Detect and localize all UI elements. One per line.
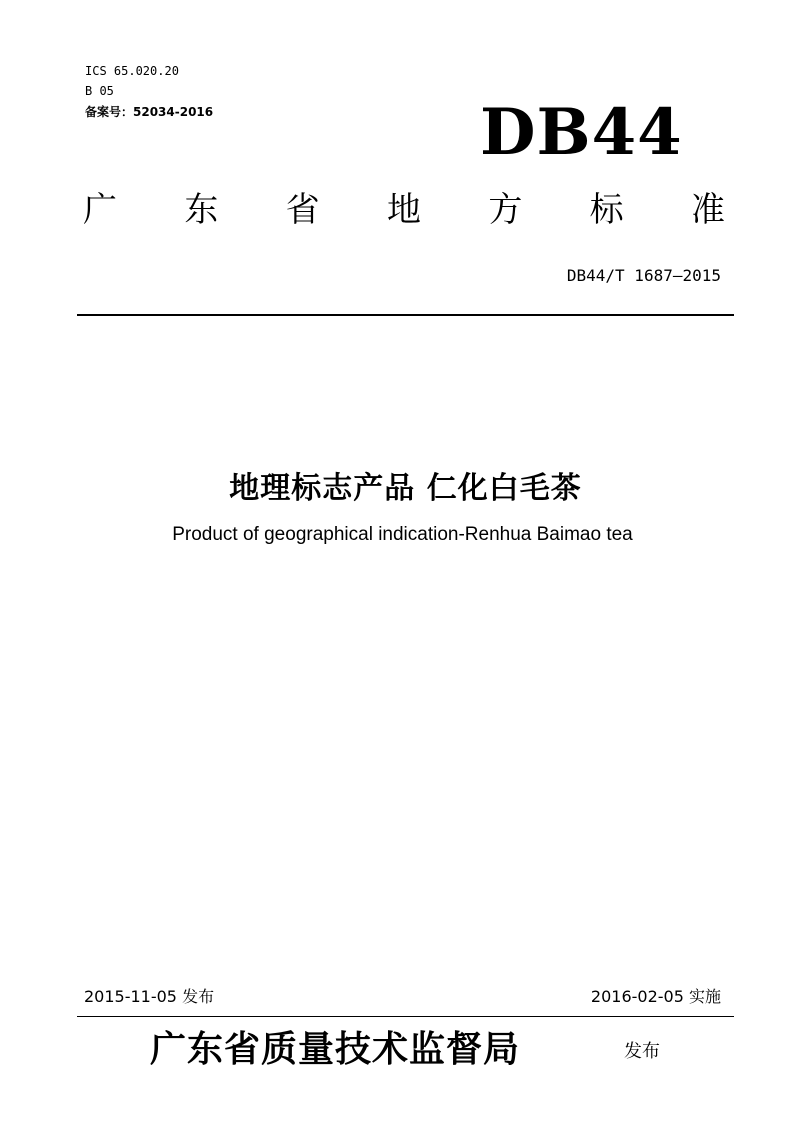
standard-type-char: 地: [386, 190, 421, 230]
standard-type-char: 省: [285, 190, 320, 230]
implementation-date: 2016-02-05 实施: [590, 987, 721, 1006]
issuer-name: 广东省质量技术监督局: [150, 1028, 521, 1070]
issue-date: 2015-11-05 发布: [84, 987, 215, 1006]
standard-type-char: 东: [184, 190, 219, 230]
standard-type-char: 方: [488, 190, 523, 230]
standard-type-char: 广: [83, 190, 117, 230]
standard-type-char: 准: [690, 190, 725, 230]
record-number: 备案号：52034-2016: [85, 105, 214, 119]
standard-logo-code: DB44: [480, 95, 683, 170]
top-divider: [77, 314, 734, 316]
ccs-code: B 05: [85, 84, 114, 98]
title-chinese: 地理标志产品 仁化白毛茶: [229, 471, 582, 506]
bottom-divider: [77, 1016, 734, 1017]
issuer-action: 发布: [624, 1041, 660, 1062]
standard-type-heading: [78, 188, 730, 232]
title-english: Product of geographical indication-Renhua Baimao tea: [172, 524, 633, 545]
standard-type-char: 标: [589, 190, 624, 230]
ics-code: ICS 65.020.20: [85, 64, 179, 78]
standard-number: DB44/T 1687—2015: [566, 266, 721, 285]
